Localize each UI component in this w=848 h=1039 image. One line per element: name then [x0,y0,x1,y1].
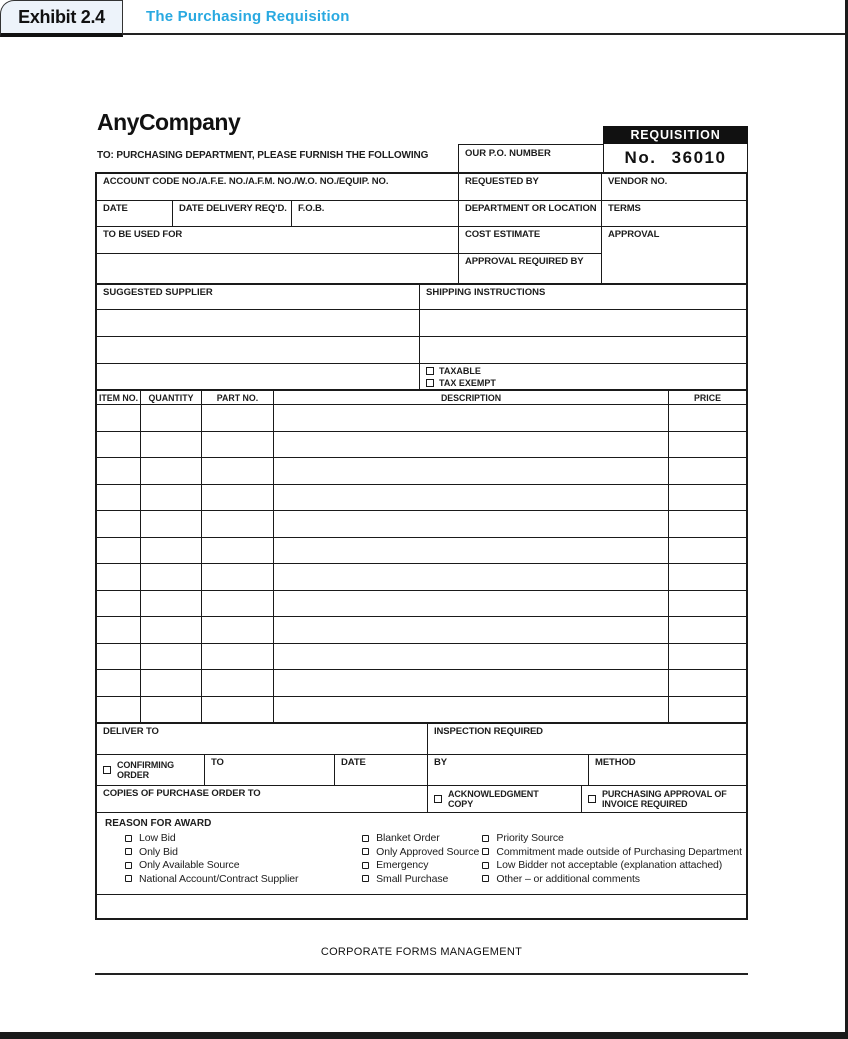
item-row [97,590,746,617]
item-cell[interactable] [668,617,746,643]
checkbox-icon[interactable] [362,875,369,882]
item-cell[interactable] [668,670,746,696]
field-inspection-by[interactable]: BY [427,755,588,785]
reason-columns [105,832,742,886]
acknowledgment-copy-label: ACKNOWLEDGMENT COPY [448,788,539,809]
confirming-order-label: CONFIRMING ORDER [117,759,174,780]
item-cell[interactable] [668,485,746,511]
item-cell[interactable] [140,564,201,590]
po-number-field[interactable] [458,144,603,172]
suggested-supplier-column [97,285,419,389]
item-cell[interactable] [140,538,201,564]
reason-column [105,832,362,886]
reason-option[interactable] [125,832,362,844]
page-bottom-bar [0,1032,848,1039]
reason-option-label: Low Bid [139,832,176,844]
item-cell[interactable] [273,511,668,537]
reason-option[interactable] [362,859,482,871]
tax-exempt-label: TAX EXEMPT [439,378,496,388]
checkbox-icon[interactable] [103,766,111,774]
reason-option-label: National Account/Contract Supplier [139,872,299,885]
checkbox-icon[interactable] [426,379,434,387]
reason-option-label: Commitment made outside of Purchasing Department [496,845,742,858]
item-cell[interactable] [273,697,668,723]
reason-option[interactable] [482,859,742,871]
item-cell[interactable] [97,538,140,564]
item-cell[interactable] [140,432,201,458]
item-cell[interactable] [97,511,140,537]
reason-option-label: Only Bid [139,845,178,858]
item-row [97,616,746,643]
item-cell[interactable] [97,405,140,431]
item-cell[interactable] [97,644,140,670]
item-row [97,537,746,564]
field-approval[interactable]: APPROVAL [601,227,746,283]
checkbox-icon[interactable] [434,795,442,803]
item-cell[interactable] [668,538,746,564]
po-number-label: OUR P.O. NUMBER [465,148,551,159]
checkbox-icon[interactable] [125,862,132,869]
field-confirming-date[interactable]: DATE [334,755,427,785]
field-department-or-location[interactable]: DEPARTMENT OR LOCATION [458,201,601,226]
item-cell[interactable] [140,644,201,670]
item-row [97,510,746,537]
item-cell[interactable] [201,644,273,670]
purchasing-approval-label: PURCHASING APPROVAL OF INVOICE REQUIRED [602,788,727,809]
field-suggested-supplier[interactable]: SUGGESTED SUPPLIER [103,287,213,298]
item-cell[interactable] [140,670,201,696]
reason-option-label: Priority Source [496,832,564,844]
shipping-blank-row[interactable] [420,336,746,363]
requisition-banner-label: REQUISITION [630,128,721,142]
field-terms[interactable]: TERMS [601,201,746,226]
reason-option-label: Only Approved Source [376,845,480,858]
to-be-used-for-blank[interactable] [97,254,458,283]
item-cell[interactable] [97,564,140,590]
column-header-part-no: PART NO. [201,391,273,404]
comments-blank-row[interactable] [97,894,746,918]
reason-option[interactable] [482,832,742,844]
supplier-blank-row[interactable] [97,336,419,363]
item-cell[interactable] [273,538,668,564]
field-date-delivery-reqd[interactable]: DATE DELIVERY REQ'D. [172,201,291,226]
field-deliver-to[interactable]: DELIVER TO [103,726,159,737]
item-cell[interactable] [273,670,668,696]
requisition-banner [603,126,748,144]
item-cell[interactable] [140,591,201,617]
item-cell[interactable] [201,617,273,643]
reason-option[interactable] [125,859,362,871]
confirming-order-option[interactable] [97,755,204,785]
item-cell[interactable] [668,591,746,617]
exhibit-label: Exhibit 2.4 [18,6,105,27]
exhibit-title: The Purchasing Requisition [146,8,350,25]
item-cell[interactable] [97,432,140,458]
field-inspection-required[interactable]: INSPECTION REQUIRED [427,724,746,754]
item-cell[interactable] [140,697,201,723]
item-row [97,404,746,431]
tax-status-row [420,363,746,389]
reason-option-label: Blanket Order [376,832,440,844]
company-name: AnyCompany [97,109,241,135]
item-cell[interactable] [201,591,273,617]
item-cell[interactable] [97,617,140,643]
tax-exempt-option[interactable] [426,377,742,389]
item-cell[interactable] [273,485,668,511]
item-cell[interactable] [201,485,273,511]
item-cell[interactable] [668,432,746,458]
item-cell[interactable] [668,564,746,590]
exhibit-title-bar [123,0,848,35]
acknowledgment-copy-option[interactable] [427,786,581,812]
reason-for-award-label: REASON FOR AWARD [105,818,212,829]
reason-column [482,832,742,886]
field-copies-of-po[interactable]: COPIES OF PURCHASE ORDER TO [103,788,261,799]
field-inspection-method[interactable]: METHOD [588,755,746,785]
reason-option-label: Small Purchase [376,872,449,885]
item-cell[interactable] [140,617,201,643]
field-date[interactable]: DATE [103,203,128,214]
checkbox-icon[interactable] [125,835,132,842]
supplier-blank-row[interactable] [97,363,419,389]
item-cell[interactable] [97,485,140,511]
item-cell[interactable] [201,405,273,431]
item-cell[interactable] [668,458,746,484]
reason-option[interactable] [125,846,362,858]
taxable-label: TAXABLE [439,366,481,376]
checkbox-icon[interactable] [426,367,434,375]
checkbox-icon[interactable] [362,848,369,855]
field-approval-required-by[interactable]: APPROVAL REQUIRED BY [465,256,584,267]
cost-estimate-approval-column [458,227,601,283]
item-cell[interactable] [201,564,273,590]
item-cell[interactable] [201,538,273,564]
item-cell[interactable] [97,591,140,617]
item-cell[interactable] [201,432,273,458]
checkbox-icon[interactable] [362,835,369,842]
item-cell[interactable] [668,511,746,537]
taxable-option[interactable] [426,365,742,377]
field-confirming-to[interactable]: TO [204,755,334,785]
reason-option[interactable] [362,873,482,885]
reason-option[interactable] [362,846,482,858]
corporate-forms-footer: CORPORATE FORMS MANAGEMENT [320,946,523,958]
field-vendor-no[interactable]: VENDOR NO. [601,174,746,200]
item-row [97,484,746,511]
item-cell[interactable] [97,697,140,723]
item-cell[interactable] [201,697,273,723]
exhibit-tab [0,0,123,37]
item-cell[interactable] [273,591,668,617]
checkbox-icon[interactable] [482,835,489,842]
to-be-used-for-label: TO BE USED FOR [97,227,458,254]
requisition-number: No. 36010 [603,144,748,172]
item-row [97,563,746,590]
reason-option-label: Other – or additional comments [496,872,640,885]
field-requested-by[interactable]: REQUESTED BY [458,174,601,200]
item-cell[interactable] [140,405,201,431]
reason-option-label: Emergency [376,859,429,871]
field-cost-estimate[interactable]: COST ESTIMATE [459,227,601,254]
shipping-instructions-column [419,285,746,389]
item-cell[interactable] [97,458,140,484]
checkbox-icon[interactable] [362,862,369,869]
item-cell[interactable] [273,405,668,431]
item-cell[interactable] [273,564,668,590]
form-top [95,109,748,172]
item-cell[interactable] [201,458,273,484]
item-cell[interactable] [668,697,746,723]
field-account-code[interactable]: ACCOUNT CODE NO./A.F.E. NO./A.F.M. NO./W.O. NO./EQUIP. NO. [103,176,389,187]
reason-for-award-section [97,812,746,894]
supplier-section [97,283,746,389]
checkbox-icon[interactable] [588,795,596,803]
column-header-description: DESCRIPTION [273,391,668,404]
item-cell[interactable] [140,511,201,537]
reason-option-label: Only Available Source [139,859,240,871]
purchasing-approval-option[interactable] [581,786,746,812]
item-table-header [97,389,746,404]
column-header-price: PRICE [668,391,746,404]
item-cell[interactable] [668,405,746,431]
item-cell[interactable] [201,511,273,537]
checkbox-icon[interactable] [482,862,489,869]
reason-option-label: Low Bidder not acceptable (explanation attached) [496,859,723,871]
item-row [97,669,746,696]
checkbox-icon[interactable] [125,848,132,855]
item-rows [97,404,746,722]
item-row [97,643,746,670]
item-cell[interactable] [97,670,140,696]
shipping-blank-row[interactable] [420,309,746,336]
item-cell[interactable] [140,485,201,511]
form-box [95,172,748,920]
column-header-quantity: QUANTITY [140,391,201,404]
supplier-blank-row[interactable] [97,309,419,336]
requisition-form [95,109,748,975]
item-cell[interactable] [273,644,668,670]
item-cell[interactable] [201,670,273,696]
item-cell[interactable] [140,458,201,484]
item-cell[interactable] [668,644,746,670]
checkbox-icon[interactable] [482,848,489,855]
column-header-item-no: ITEM NO. [98,392,139,403]
checkbox-icon[interactable] [125,875,132,882]
item-cell[interactable] [273,458,668,484]
field-to-be-used-for[interactable] [97,227,458,283]
footer-rule [95,973,748,975]
item-cell[interactable] [273,432,668,458]
item-row [97,696,746,723]
reason-option[interactable] [125,873,362,885]
checkbox-icon[interactable] [482,875,489,882]
to-purchasing-line: TO: PURCHASING DEPARTMENT, PLEASE FURNISH THE FOLLOWING [97,150,429,161]
field-fob[interactable]: F.O.B. [291,201,458,226]
item-row [97,457,746,484]
reason-option[interactable] [482,873,742,885]
item-row [97,431,746,458]
field-shipping-instructions[interactable]: SHIPPING INSTRUCTIONS [426,287,546,298]
item-cell[interactable] [273,617,668,643]
reason-column [362,832,482,886]
reason-option[interactable] [482,846,742,858]
reason-option[interactable] [362,832,482,844]
